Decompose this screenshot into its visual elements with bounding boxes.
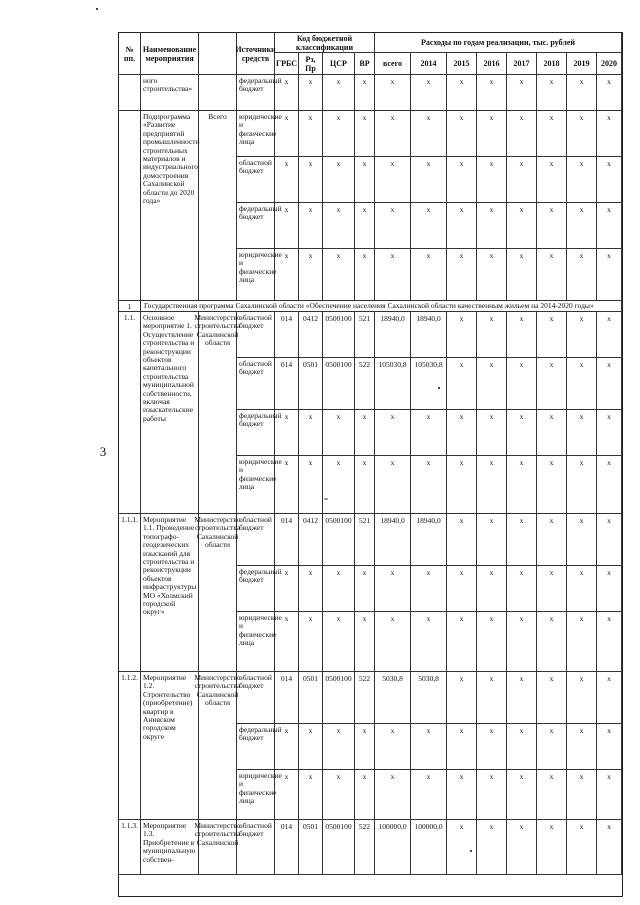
header-year-total: всего	[375, 53, 411, 75]
header-code-vr: ВР	[355, 53, 375, 75]
cell-y2018: х	[537, 566, 567, 612]
cell-y2016: х	[477, 249, 507, 301]
cell-vr: х	[355, 770, 375, 820]
cell-csr: х	[323, 157, 355, 203]
cell-y2020: х	[597, 410, 622, 456]
cell-vr: х	[355, 566, 375, 612]
cell-y2017: х	[507, 410, 537, 456]
row-number: 1.1.	[119, 312, 141, 514]
cell-y2014: х	[411, 456, 447, 514]
cell-y2019: х	[567, 770, 597, 820]
header-expenses: Расходы по годам реализации, тыс. рублей	[375, 33, 622, 53]
cell-y2017: х	[507, 672, 537, 724]
funding-source: юридические и физические лица	[237, 249, 275, 301]
cell-y2016: х	[477, 157, 507, 203]
funding-source: областной бюджет	[237, 157, 275, 203]
cell-total: х	[375, 566, 411, 612]
cell-y2014: 18940,0	[411, 312, 447, 358]
header-name: Наименование мероприятия	[141, 33, 199, 75]
cell-y2015: х	[447, 820, 477, 875]
row-number: 1.1.2.	[119, 672, 141, 820]
cell-rzpr: 0501	[299, 358, 323, 410]
cell-y2017: х	[507, 157, 537, 203]
cell-y2014: х	[411, 249, 447, 301]
cell-y2018: х	[537, 514, 567, 566]
cell-y2017: х	[507, 770, 537, 820]
cell-total: 18940,0	[375, 312, 411, 358]
cell-y2018: х	[537, 358, 567, 410]
cell-vr: х	[355, 249, 375, 301]
cell-grbs: х	[275, 111, 299, 157]
cell-y2014: х	[411, 203, 447, 249]
cell-total: х	[375, 456, 411, 514]
cell-y2019: х	[567, 514, 597, 566]
header-year-y2019: 2019	[567, 53, 597, 75]
cell-y2016: х	[477, 672, 507, 724]
cell-rzpr: х	[299, 249, 323, 301]
cell-vr: х	[355, 157, 375, 203]
cell-y2017: х	[507, 111, 537, 157]
cell-rzpr: х	[299, 157, 323, 203]
cell-rzpr: х	[299, 111, 323, 157]
header-executor	[199, 33, 237, 75]
cell-y2016: х	[477, 514, 507, 566]
cell-vr: х	[355, 203, 375, 249]
cell-y2016: х	[477, 312, 507, 358]
activity-name: Мероприятие 1.1. Проведение топографо-геодезических изысканий для строительства и реконструкции объектов инфраструктуры МО «Холмский городской округ»	[141, 514, 199, 672]
cell-total: 18940,0	[375, 514, 411, 566]
cell-rzpr: 0501	[299, 820, 323, 875]
cell-vr: х	[355, 612, 375, 672]
row-number: 1.1.1.	[119, 514, 141, 672]
cell-grbs: х	[275, 410, 299, 456]
cell-total: х	[375, 410, 411, 456]
program-banner: Государственная программа Сахалинской области «Обеспечение населения Сахалинской области качественным жильем на 2014-2020 годы»	[141, 301, 622, 312]
cell-y2014: 105030,8	[411, 358, 447, 410]
cell-grbs: х	[275, 157, 299, 203]
cell-y2018: х	[537, 249, 567, 301]
cell-y2014: х	[411, 724, 447, 770]
cell-y2018: х	[537, 410, 567, 456]
cell-csr: х	[323, 111, 355, 157]
cell-rzpr: х	[299, 724, 323, 770]
cell-y2015: х	[447, 157, 477, 203]
header-code-rzpr: Рз, Пр	[299, 53, 323, 75]
cell-total: 105030,8	[375, 358, 411, 410]
activity-name: Мероприятие 1.3. Приобретение в муниципальную собствен-	[141, 820, 199, 875]
funding-source: областной бюджет	[237, 514, 275, 566]
cell-vr: х	[355, 410, 375, 456]
cell-y2015: х	[447, 566, 477, 612]
header-source: Источники средств	[237, 33, 275, 75]
cell-vr: х	[355, 75, 375, 111]
header-year-y2017: 2017	[507, 53, 537, 75]
row-number: 1.1.3.	[119, 820, 141, 875]
cell-y2014: х	[411, 410, 447, 456]
cell-y2016: х	[477, 410, 507, 456]
cell-y2016: х	[477, 770, 507, 820]
cell-grbs: х	[275, 612, 299, 672]
cell-y2016: х	[477, 358, 507, 410]
cell-y2016: х	[477, 456, 507, 514]
funding-source: областной бюджет	[237, 312, 275, 358]
cell-y2019: х	[567, 203, 597, 249]
cell-y2020: х	[597, 456, 622, 514]
cell-y2020: х	[597, 672, 622, 724]
cell-y2020: х	[597, 312, 622, 358]
cell-rzpr: 0412	[299, 312, 323, 358]
cell-csr: 0500100	[323, 358, 355, 410]
cell-y2014: 100000,0	[411, 820, 447, 875]
cell-csr: 0500100	[323, 514, 355, 566]
cell-y2020: х	[597, 566, 622, 612]
cell-y2020: х	[597, 75, 622, 111]
cell-csr: х	[323, 770, 355, 820]
cell-csr: 0500100	[323, 672, 355, 724]
cell-y2016: х	[477, 111, 507, 157]
cell-grbs: 014	[275, 514, 299, 566]
cell-y2016: х	[477, 75, 507, 111]
cell-y2019: х	[567, 312, 597, 358]
cell-vr: 522	[355, 358, 375, 410]
cell-y2018: х	[537, 312, 567, 358]
header-year-y2018: 2018	[537, 53, 567, 75]
cell-grbs: х	[275, 249, 299, 301]
banner-no: 1	[119, 301, 141, 312]
cell-y2016: х	[477, 820, 507, 875]
cell-y2016: х	[477, 612, 507, 672]
cell-grbs: х	[275, 566, 299, 612]
cell-y2014: х	[411, 612, 447, 672]
header-budget-code: Код бюджетной классификации	[275, 33, 375, 53]
cell-grbs: 014	[275, 672, 299, 724]
header-no: № пп.	[119, 33, 141, 75]
cell-csr: х	[323, 249, 355, 301]
funding-source: федеральный бюджет	[237, 410, 275, 456]
cell-y2014: х	[411, 75, 447, 111]
cell-total: х	[375, 724, 411, 770]
cell-y2015: х	[447, 672, 477, 724]
cell-y2018: х	[537, 724, 567, 770]
cell-y2020: х	[597, 358, 622, 410]
cell-grbs: 014	[275, 358, 299, 410]
cell-y2015: х	[447, 724, 477, 770]
funding-source: федеральный бюджет	[237, 203, 275, 249]
cell-vr: х	[355, 724, 375, 770]
cell-csr: х	[323, 612, 355, 672]
cell-vr: х	[355, 111, 375, 157]
cell-y2020: х	[597, 203, 622, 249]
cell-y2014: 18940,0	[411, 514, 447, 566]
cell-y2018: х	[537, 770, 567, 820]
cell-rzpr: х	[299, 456, 323, 514]
cell-vr: 521	[355, 514, 375, 566]
cell-y2014: х	[411, 566, 447, 612]
cell-y2016: х	[477, 724, 507, 770]
cell-csr: х	[323, 203, 355, 249]
cell-y2018: х	[537, 111, 567, 157]
cell-rzpr: х	[299, 770, 323, 820]
cell-y2016: х	[477, 203, 507, 249]
cell-y2020: х	[597, 612, 622, 672]
cell-y2020: х	[597, 820, 622, 875]
cell-y2020: х	[597, 157, 622, 203]
cell-rzpr: х	[299, 566, 323, 612]
cell-y2020: х	[597, 514, 622, 566]
executor: Министерство строительства Сахалинской	[199, 820, 237, 875]
cell-y2019: х	[567, 724, 597, 770]
cell-rzpr: х	[299, 203, 323, 249]
header-year-y2020: 2020	[597, 53, 622, 75]
row-number	[119, 111, 141, 301]
funding-source: федеральный бюджет	[237, 724, 275, 770]
cell-y2015: х	[447, 312, 477, 358]
executor	[199, 75, 237, 111]
cell-y2018: х	[537, 672, 567, 724]
cell-y2017: х	[507, 820, 537, 875]
page-mark: -	[323, 490, 329, 505]
cell-y2019: х	[567, 456, 597, 514]
cell-rzpr: х	[299, 410, 323, 456]
cell-y2015: х	[447, 456, 477, 514]
cell-csr: х	[323, 566, 355, 612]
cell-y2017: х	[507, 358, 537, 410]
funding-source: областной бюджет	[237, 358, 275, 410]
cell-grbs: х	[275, 724, 299, 770]
cell-vr: 522	[355, 672, 375, 724]
header-year-y2016: 2016	[477, 53, 507, 75]
cell-vr: 521	[355, 312, 375, 358]
cell-y2018: х	[537, 157, 567, 203]
funding-source: юридические и физические лица	[237, 612, 275, 672]
cell-y2018: х	[537, 612, 567, 672]
cell-grbs: х	[275, 75, 299, 111]
cell-y2018: х	[537, 203, 567, 249]
cell-y2015: х	[447, 75, 477, 111]
cell-y2018: х	[537, 456, 567, 514]
funding-source: юридические и физические лица	[237, 770, 275, 820]
cell-y2015: х	[447, 770, 477, 820]
cell-csr: 0500100	[323, 312, 355, 358]
cell-grbs: х	[275, 456, 299, 514]
row-number	[119, 75, 141, 111]
cell-y2020: х	[597, 111, 622, 157]
cell-y2015: х	[447, 514, 477, 566]
cell-vr: 522	[355, 820, 375, 875]
cell-total: х	[375, 75, 411, 111]
cell-y2019: х	[567, 820, 597, 875]
cell-total: х	[375, 612, 411, 672]
cell-y2014: 5030,8	[411, 672, 447, 724]
cell-total: х	[375, 770, 411, 820]
cell-rzpr: х	[299, 612, 323, 672]
header-year-y2014: 2014	[411, 53, 447, 75]
cell-y2016: х	[477, 566, 507, 612]
cell-y2017: х	[507, 203, 537, 249]
cell-y2018: х	[537, 75, 567, 111]
cell-csr: х	[323, 410, 355, 456]
header-code-grbs: ГРБС	[275, 53, 299, 75]
cell-y2017: х	[507, 612, 537, 672]
cell-y2020: х	[597, 249, 622, 301]
cell-y2020: х	[597, 724, 622, 770]
page-number: 3	[99, 444, 107, 459]
cell-y2019: х	[567, 566, 597, 612]
header-code-csr: ЦСР	[323, 53, 355, 75]
cell-y2017: х	[507, 514, 537, 566]
cell-y2017: х	[507, 724, 537, 770]
cell-grbs: 014	[275, 820, 299, 875]
cell-y2019: х	[567, 612, 597, 672]
cell-y2019: х	[567, 111, 597, 157]
cell-y2015: х	[447, 410, 477, 456]
funding-source: областной бюджет	[237, 820, 275, 875]
budget-table	[118, 32, 623, 897]
funding-source: федеральный бюджет	[237, 566, 275, 612]
cell-y2018: х	[537, 820, 567, 875]
cell-y2017: х	[507, 312, 537, 358]
cell-rzpr: 0501	[299, 672, 323, 724]
cell-y2014: х	[411, 111, 447, 157]
cell-y2015: х	[447, 612, 477, 672]
cell-y2019: х	[567, 249, 597, 301]
activity-name: Основное мероприятие 1. Осуществление строительства и реконструкции объектов капитального строительства муниципальной собственности, включая изыскательские работы	[141, 312, 199, 514]
header-year-y2015: 2015	[447, 53, 477, 75]
cell-rzpr: х	[299, 75, 323, 111]
executor: Всего	[199, 111, 237, 301]
activity-name: Подпрограмма «Развитие предприятий промышленности строительных материалов и индустриального домостроения Сахалинской области до 2020 года»	[141, 111, 199, 301]
cell-total: х	[375, 157, 411, 203]
cell-csr: х	[323, 456, 355, 514]
cell-total: х	[375, 111, 411, 157]
cell-csr: 0500100	[323, 820, 355, 875]
cell-y2015: х	[447, 358, 477, 410]
cell-total: х	[375, 249, 411, 301]
cell-grbs: х	[275, 203, 299, 249]
cell-y2019: х	[567, 75, 597, 111]
cell-y2015: х	[447, 249, 477, 301]
cell-total: 5030,8	[375, 672, 411, 724]
cell-total: х	[375, 203, 411, 249]
cell-y2019: х	[567, 410, 597, 456]
cell-csr: х	[323, 75, 355, 111]
cell-rzpr: 0412	[299, 514, 323, 566]
cell-vr: х	[355, 456, 375, 514]
cell-y2017: х	[507, 75, 537, 111]
cell-y2019: х	[567, 358, 597, 410]
cell-y2017: х	[507, 566, 537, 612]
cell-y2015: х	[447, 111, 477, 157]
activity-name: ного строительства»	[141, 75, 199, 111]
cell-y2019: х	[567, 157, 597, 203]
cell-csr: х	[323, 724, 355, 770]
funding-source: областной бюджет	[237, 672, 275, 724]
funding-source: юридические и физические лица	[237, 111, 275, 157]
executor: Министерство строительства Сахалинской области	[199, 312, 237, 514]
cell-y2017: х	[507, 249, 537, 301]
cell-grbs: х	[275, 770, 299, 820]
cell-y2014: х	[411, 157, 447, 203]
cell-y2014: х	[411, 770, 447, 820]
funding-source: юридические и физические лица	[237, 456, 275, 514]
cell-y2020: х	[597, 770, 622, 820]
activity-name: Мероприятие 1.2. Строительство (приобретение) квартир в Анивском городском округе	[141, 672, 199, 820]
executor: Министерство строительства Сахалинской области	[199, 514, 237, 672]
cell-total: 100000,0	[375, 820, 411, 875]
cell-y2015: х	[447, 203, 477, 249]
cell-y2017: х	[507, 456, 537, 514]
cell-y2019: х	[567, 672, 597, 724]
funding-source: федеральный бюджет	[237, 75, 275, 111]
cell-grbs: 014	[275, 312, 299, 358]
scan-speck	[96, 8, 98, 10]
executor: Министерство строительства Сахалинской области	[199, 672, 237, 820]
